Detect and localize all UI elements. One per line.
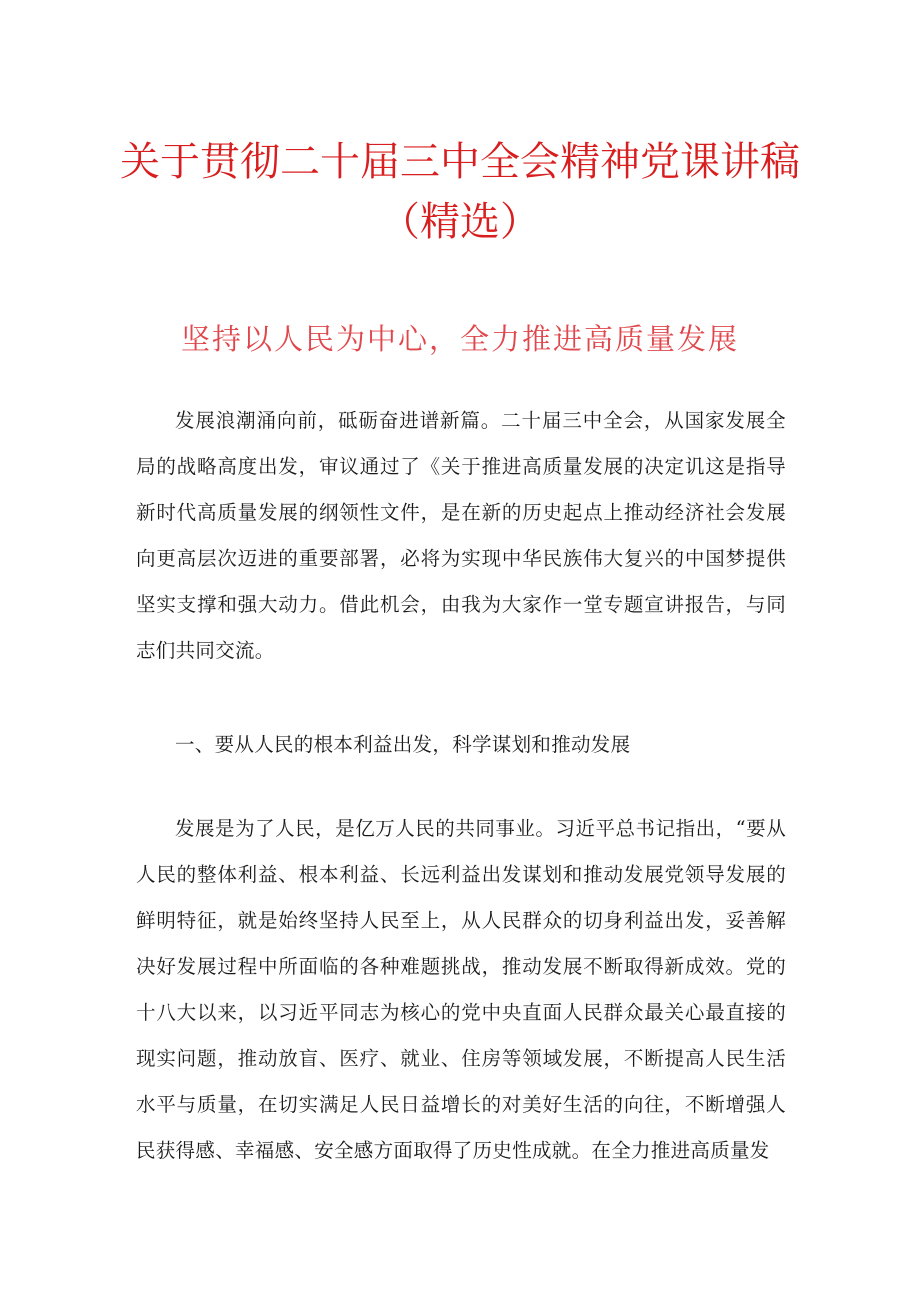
document-title-suffix: （精选） (380, 199, 540, 245)
section-heading: 一、要从人民的根本利益出发，科学谋划和推动发展 (175, 733, 631, 756)
body-paragraph: 发展是为了人民，是亿万人民的共同事业。习近平总书记指出，“要从人民的整体利益、根本利益、长远利益出发谋划和推动发展党领导发展的鲜明特征，就是始终坚持人民至上，从人民群众的切身利益出发，妥善解决好发展过程中所面临的各种难题挑战，推动发展不断取得新成效。党的十八大以来，以习近平同志为核心的党中央直面人民群众最关心最直接的现实问题，推动放盲、医疗、就业、住房等领域发展，不断提高人民生活水平与质量，在切实满足人民日益增长的对美好生活的向往，不断增强人民获得感、幸福感、安全感方面取得了历史性成就。在全力推进高质量发 (136, 817, 786, 1162)
document-subtitle: 坚持以人民为中心，全力推进高质量发展 (180, 322, 739, 356)
document-title: 关于贯彻二十届三中全会精神党课讲稿 (120, 139, 800, 185)
intro-paragraph: 发展浪潮涌向前，砥砺奋进谱新篇。二十届三中全会，从国家发展全局的战略高度出发，审议通过了《关于推进高质量发展的决定讥这是指导新时代高质量发展的纲领性文件，是在新的历史起点上推动经济社会发展向更高层次迈进的重要部署，必将为实现中华民族伟大复兴的中国梦提供坚实支撑和强大动力。借此机会，由我为大家作一堂专题宣讲报告，与同志们共同交流。 (136, 409, 786, 662)
